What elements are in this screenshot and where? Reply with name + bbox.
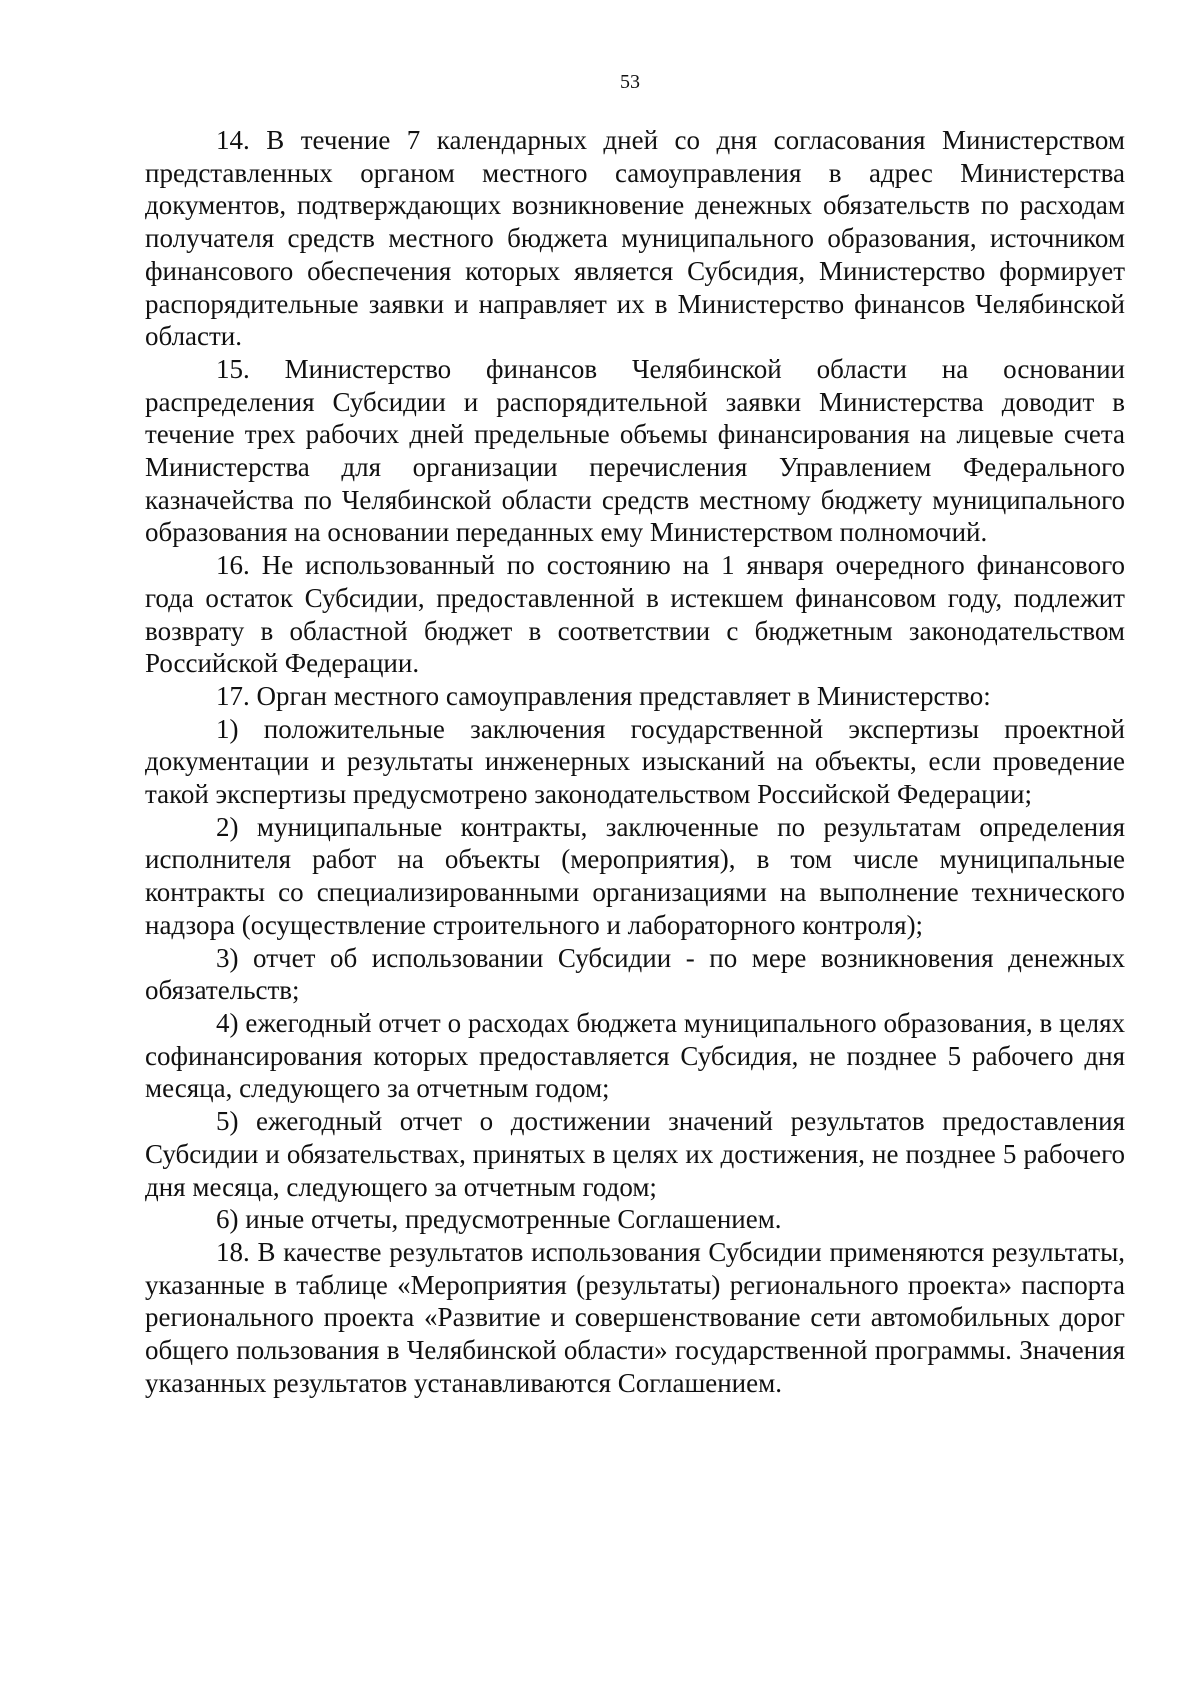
- paragraph-16: 16. Не использованный по состоянию на 1 января очередного финансового года остаток Субсидии, предоставленной в истекшем финансовом году, подлежит возврату в областной бюджет в соответствии с бюджетным законодательством Российской Федерации.: [145, 550, 1125, 679]
- paragraph-14: 14. В течение 7 календарных дней со дня согласования Министерством представленных органом местного самоуправления в адрес Министерства документов, подтверждающих возникновение денежных обязательств по расходам получателя средств местного бюджета муниципального образования, источником финансового обеспечения которых является Субсидия, Министерство формирует распорядительные заявки и направляет их в Министерство финансов Челябинской области.: [145, 125, 1125, 352]
- paragraph-15: 15. Министерство финансов Челябинской области на основании распределения Субсидии и распорядительной заявки Министерства доводит в течение трех рабочих дней предельные объемы финансирования на лицевые счета Министерства для организации перечисления Управлением Федерального казначейства по Челябинской области средств местному бюджету муниципального образования на основании переданных ему Министерством полномочий.: [145, 353, 1125, 548]
- paragraph-18: 18. В качестве результатов использования Субсидии применяются результаты, указанные в таблице «Мероприятия (результаты) регионального проекта» паспорта регионального проекта «Развитие и совершенствование сети автомобильных дорог общего пользования в Челябинской области» государственной программы. Значения указанных результатов устанавливаются Соглашением.: [145, 1236, 1125, 1398]
- list-item-6: 6) иные отчеты, предусмотренные Соглашением.: [216, 1204, 782, 1235]
- page-number: 53: [620, 71, 640, 93]
- list-item-5: 5) ежегодный отчет о достижении значений результатов предоставления Субсидии и обязательствах, принятых в целях их достижения, не позднее 5 рабочего дня месяца, следующего за отчетным годом;: [145, 1106, 1125, 1202]
- list-item-1: 1) положительные заключения государственной экспертизы проектной документации и результаты инженерных изысканий на объекты, если проведение такой экспертизы предусмотрено законодательством Российской Федерации;: [145, 713, 1125, 810]
- list-item-2: 2) муниципальные контракты, заключенные по результатам определения исполнителя работ на объекты (мероприятия), в том числе муниципальные контракты со специализированными организациями на выполнение технического надзора (осуществление строительного и лабораторного контроля);: [145, 811, 1125, 940]
- document-body: [145, 124, 1125, 1399]
- list-item-3: 3) отчет об использовании Субсидии - по мере возникновения денежных обязательств;: [145, 942, 1125, 1006]
- list-item-4: 4) ежегодный отчет о расходах бюджета муниципального образования, в целях софинансирования которых предоставляется Субсидия, не позднее 5 рабочего дня месяца, следующего за отчетным годом;: [145, 1007, 1125, 1104]
- paragraph-17: 17. Орган местного самоуправления представляет в Министерство:: [216, 680, 991, 711]
